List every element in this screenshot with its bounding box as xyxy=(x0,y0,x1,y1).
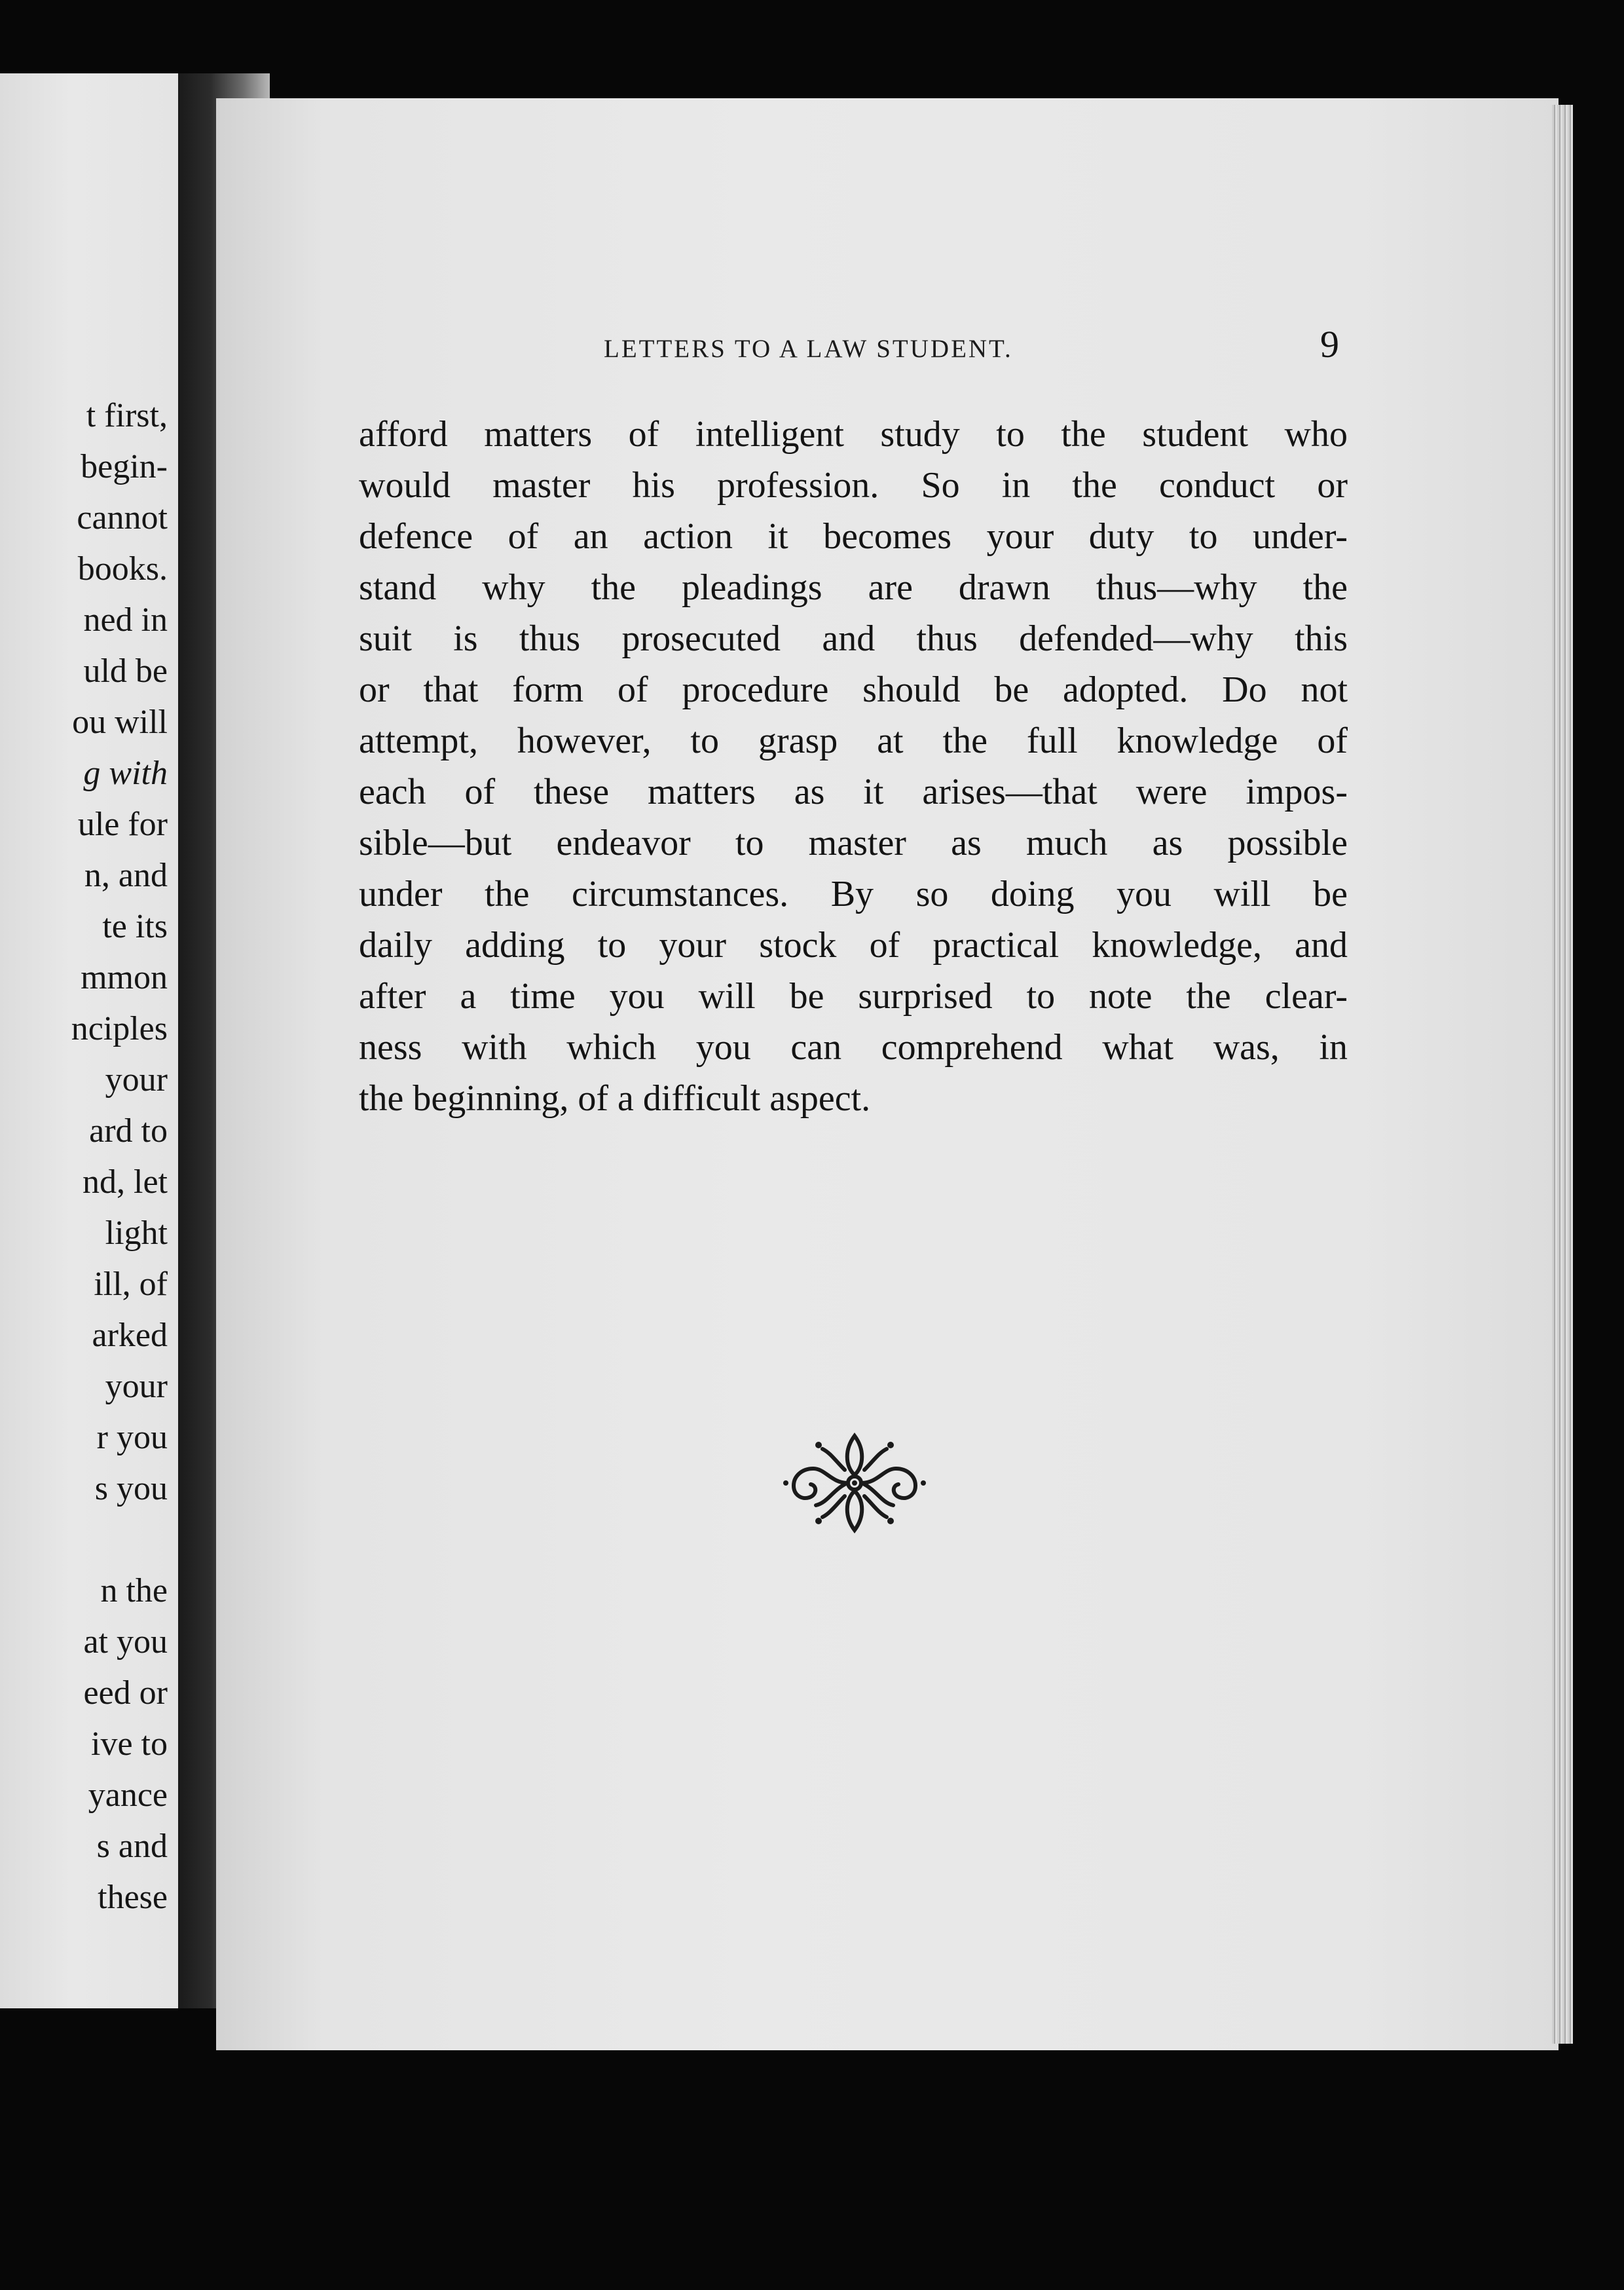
left-page-line: mmon xyxy=(81,959,168,996)
body-line: daily adding to your stock of practical knowledge, and xyxy=(359,925,1348,966)
left-page-line: at you xyxy=(83,1623,168,1661)
page-edge-stack xyxy=(1552,105,1573,2044)
left-page-line: n, and xyxy=(84,857,168,894)
body-line: would master his profession. So in the conduct or xyxy=(359,465,1348,506)
body-line: attempt, however, to grasp at the full knowledge of xyxy=(359,721,1348,761)
body-line: defence of an action it becomes your duty to under- xyxy=(359,516,1348,557)
body-line: suit is thus prosecuted and thus defended—why this xyxy=(359,618,1348,659)
body-line: each of these matters as it arises—that were impos- xyxy=(359,772,1348,812)
left-page-line: yance xyxy=(88,1776,168,1814)
running-head: LETTERS TO A LAW STUDENT. xyxy=(604,335,1013,363)
left-page xyxy=(0,73,178,2008)
left-page-line: nciples xyxy=(71,1010,168,1047)
left-page-line: books. xyxy=(77,550,168,588)
body-line: afford matters of intelligent study to the student who xyxy=(359,414,1348,455)
body-line: sible—but endeavor to master as much as possible xyxy=(359,823,1348,863)
left-page-line: s and xyxy=(96,1828,168,1865)
body-line: the beginning, of a difficult aspect. xyxy=(359,1078,871,1119)
left-page-line: ule for xyxy=(77,806,168,843)
left-page-line: nd, let xyxy=(83,1163,168,1201)
left-page-line: n the xyxy=(100,1572,168,1609)
left-page-line: light xyxy=(105,1214,168,1252)
left-page-line: uld be xyxy=(83,652,168,690)
left-page-line: your xyxy=(105,1061,168,1098)
left-page-line: g with xyxy=(83,755,168,792)
page-number: 9 xyxy=(1320,323,1339,366)
left-page-line: ned in xyxy=(83,601,168,639)
left-page-line: arked xyxy=(92,1317,168,1354)
left-page-line: ou will xyxy=(72,704,168,741)
left-page-line: ive to xyxy=(91,1725,168,1763)
left-page-line: eed or xyxy=(83,1674,168,1712)
body-paragraph xyxy=(359,409,1348,1124)
body-line: under the circumstances. By so doing you will be xyxy=(359,874,1348,914)
body-line: after a time you will be surprised to note the clear- xyxy=(359,976,1348,1017)
left-page-line: cannot xyxy=(77,499,168,536)
body-line: or that form of procedure should be adopted. Do not xyxy=(359,669,1348,710)
left-page-line: your xyxy=(105,1368,168,1405)
left-page-line: te its xyxy=(102,908,168,945)
left-page-line: these xyxy=(98,1879,168,1916)
left-page-line: ard to xyxy=(89,1112,168,1150)
left-page-line: begin- xyxy=(81,448,168,485)
body-line: stand why the pleadings are drawn thus—why the xyxy=(359,567,1348,608)
left-page-line: r you xyxy=(96,1419,168,1456)
left-page-line: s you xyxy=(94,1470,168,1507)
fleuron-ornament-icon xyxy=(779,1429,930,1537)
body-line: ness with which you can comprehend what was, in xyxy=(359,1027,1348,1068)
left-page-line: t first, xyxy=(86,397,168,434)
left-page-line: ill, of xyxy=(94,1266,168,1303)
